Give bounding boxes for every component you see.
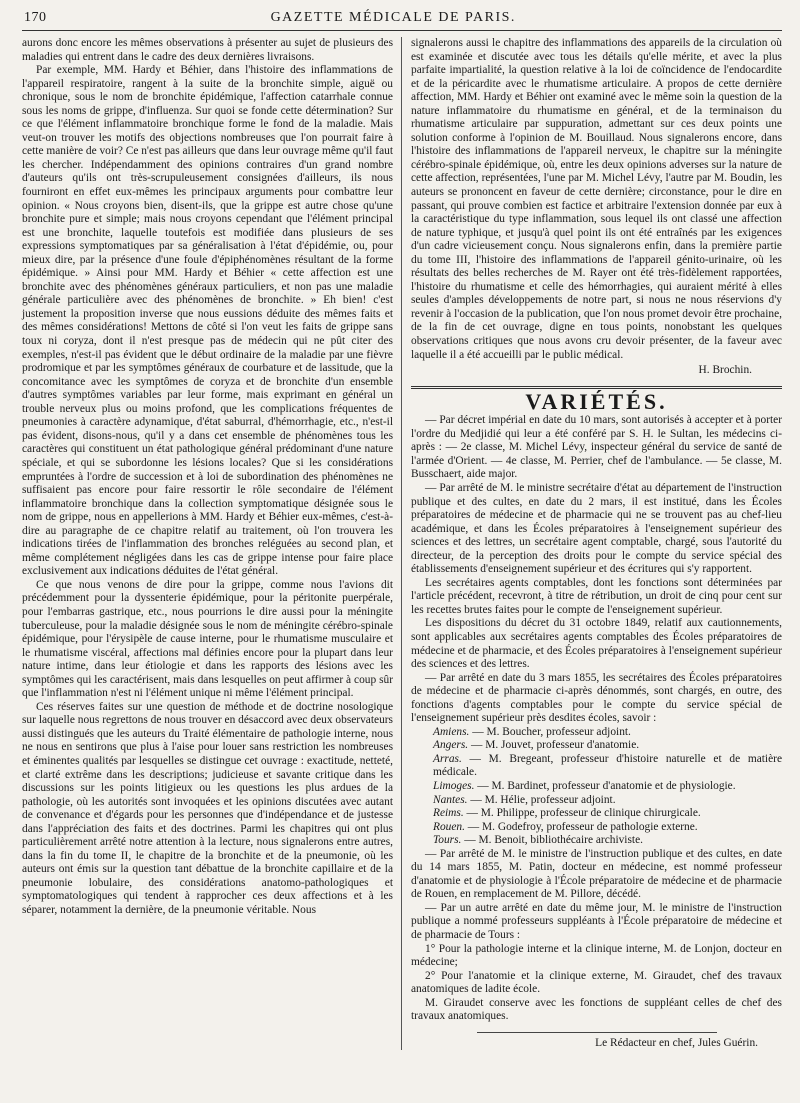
paragraph: signalerons aussi le chapitre des inflammations des appareils de la circulation où est examinée et discutée avec tous les détails qu'elle mérite, et avec la plus parfaite impartialité, la question relative à la loi de coïncidence de l'endocardite et de la péricardite avec le rhumatisme articulaire. A propos de cette dernière affection, MM. Hardy et Béhier ont examiné avec le même soin la question de la nature inflammatoire du rhumatisme en général, et de la terminaison du rhumatisme articulaire par suppuration, admettant sur ces deux points une solution conforme à l'opinion de M. Bouillaud. Nous signalerons encore, dans l'histoire des inflammations de l'appareil nerveux, le chapitre sur la méningite cérébro-spinale épidémique, où, entre les deux opinions adverses sur la nature de cette affection, représentées, l'une par M. Michel Lévy, l'autre par M. Boudin, les auteurs se prononcent en faveur de cette dernière; circonstance, pour le dire en passant, qui prouve combien est factice et arbitraire l'extension donnée par eux à la caractéristique du type inflammation, sous lequel ils ont classé une affection de nature typhique, et jusqu'à quel point ils ont été entraînés par les exigences d'un cadre vicieusement conçu. Nous signalerons enfin, dans la première partie du tome III, l'histoire des inflammations de l'appareil génito-urinaire, où les résultats des belles recherches de M. Rayer ont été très-fidèlement rapportées, l'histoire du rhumatisme et celle des hémorrhagies, qui auraient mérité à elles seules d'amples développements de notre part, si nous ne nous réservions d'y revenir à l'occasion de la publication, que l'on nous promet devoir être prochaine, de la fin de cet ouvrage, digne en tous points, nonobstant les quelques observations critiques que nous avons cru devoir présenter, de la faveur avec laquelle il a été accueilli par le public médical. [411, 37, 782, 361]
appointment-line: Amiens. — M. Boucher, professeur adjoint. [433, 725, 631, 738]
left-column [22, 37, 401, 1050]
paragraph: Par exemple, MM. Hardy et Béhier, dans l'histoire des inflammations de l'appareil respiratoire, rangent à la suite de la bronchite simple, aiguë ou chronique, sous le nom de bronchite épidémique, l'affection catarrhale connue sous les noms de grippe, d'influenza. Sur quoi se fonde cette détermination? Sur ce que l'élément inflammatoire bronchique forme le fond de la maladie. Mais veut-on trouver les motifs des objections nombreuses que l'on pourrait faire à cette manière de voir? Ce n'est pas ailleurs que dans leur ouvrage même qu'il faut les chercher. Indépendamment des opinions contraires d'un grand nombre d'auteurs qu'ils ont très-scrupuleusement consignées d'ailleurs, ils nous fourniront en effet eux-mêmes les principaux arguments pour combattre leur opinion. « Nous croyons bien, disent-ils, que la grippe est autre chose qu'une bronchite pure et simple; mais nous croyons cependant que l'élément principal est une bronchite, laquelle toutefois est modifiée dans plusieurs de ses expressions symptomatiques par sa généralisation à l'état d'épidémie, ou, pour mieux dire, par la présence d'une foule d'épiphénomènes résultant de la forme épidémique. » Ainsi pour MM. Hardy et Béhier « cette affection est une bronchite avec des phénomènes généraux particuliers, et non pas une maladie générale particulière avec des phénomènes de bronchite. » Eh bien! c'est justement la proposition inverse que nous eussions déduite des mêmes faits et des mêmes considérations! Mettons de côté si l'on veut les faits de grippe sans toux ni coryza, dont il n'est presque pas de médecin qui ne pût citer des exemples, n'est-il pas évident que le début ordinaire de la maladie par une fièvre prodromique et par les symptômes généraux de courbature et de lassitude, que la concomitance avec les symptômes de coryza et de bronchite d'un ensemble d'autres symptômes variables par leur forme, mais exprimant en général un trouble nerveux plus ou moins profond, que les complications fréquentes de pneumonies à caractère adynamique, d'état saburral, d'hémorrhagie, etc., n'est-il pas évident, disons-nous, qu'il y a dans cet ensemble de phénomènes tous les caractères qui constituent un état pathologique général prédominant d'une nature spéciale, et qui se subordonne les lésions locales? Que si les considérations empruntées à l'ordre de succession et à loi de subordination des phénomènes ne suffisaient pas encore pour faire ressortir le rôle secondaire de l'élément inflammatoire bronchique dans la collection symptomatique désignée sous le nom de grippe, nous en appellerions à MM. Hardy et Béhier eux-mêmes, c'est-à-dire au paragraphe de ce chapitre relatif au traitement, où l'on trouvera les indications tirées de l'inflammation des bronches reléguées au second plan, et même complétement négligées dans les cas de grippe intense pour faire place exclusivement aux indications déduites de l'état général. [22, 64, 393, 578]
journal-title: GAZETTE MÉDICALE DE PARIS. [270, 10, 516, 25]
paragraph: 2° Pour l'anatomie et la clinique externe, M. Giraudet, chef des travaux anatomiques de ladite école. [411, 969, 782, 996]
running-head [22, 10, 782, 31]
paragraph: — Par arrêté en date du 3 mars 1855, les secrétaires des Écoles préparatoires de médecine et de pharmacie ci-après dénommés, sont chargés, en outre, des fonctions d'agents comptables pour le compte du service spécial de l'enseignement supérieur près desdites écoles, savoir : [411, 671, 782, 725]
appointment-line: Reims. — M. Philippe, professeur de clinique chirurgicale. [433, 807, 701, 820]
appointment-line: Nantes. — M. Hélie, professeur adjoint. [433, 793, 616, 806]
paragraph: — Par un autre arrêté en date du même jour, M. le ministre de l'instruction publique a nommé professeurs suppléants à l'École préparatoire de médecine et de pharmacie de Tours : [411, 901, 782, 941]
editor-signature: Le Rédacteur en chef, Jules Guérin. [595, 1036, 758, 1049]
paragraph: — Par arrêté de M. le ministre secrétaire d'état au département de l'instruction publique et des cultes, en date du 2 mars, il est institué, dans les Écoles préparatoires de médecine et de pharmacie qui ne se trouvent pas au chef-lieu académique, et dans les Écoles préparatoires à l'enseignement supérieur des sciences et des lettres, un secrétaire agent comptable, chargé, sous l'autorité du directeur, de la perception des droits pour le compte du service spécial des établissements d'enseignement supérieur et des écritures qui s'y rapportent. [411, 481, 782, 576]
appointment-line: Arras. — M. Bregeant, professeur d'histoire naturelle et de matière médicale. [433, 752, 782, 779]
footer-divider [477, 1032, 717, 1033]
paragraph: Ce que nous venons de dire pour la grippe, comme nous l'avions dit précédemment pour la dyssenterie épidémique, pour la péritonite puerpérale, pour l'embarras gastrique, etc., nous pourrions le dire aussi pour la méningite tuberculeuse, pour la maladie désignée sous le nom de méningite cérébro-spinale épidémique, pour l'érysipèle de cause interne, pour le rhumatisme musculaire et le rhumatisme viscéral, affections mal définies encore pour la plupart dans leur nature intime, dans leur étiologie et dans les rapports des lésions avec les symptômes qui les caractérisent, mais dans lesquelles on peut affirmer à coup sûr que l'inflammation n'est ni l'élément unique ni même l'élément principal. [22, 578, 393, 700]
appointment-line: Tours. — M. Benoit, bibliothécaire archiviste. [433, 834, 643, 847]
right-column [401, 37, 782, 1050]
paragraph: M. Giraudet conserve avec les fonctions de suppléant celles de chef des travaux anatomiques. [411, 996, 782, 1023]
paragraph: — Par arrêté de M. le ministre de l'instruction publique et des cultes, en date du 14 mars 1855, M. Patin, docteur en médecine, est nommé professeur d'anatomie et de physiologie à l'École préparatoire de médecine et de pharmacie de Rouen, en remplacement de M. Pillore, décédé. [411, 847, 782, 901]
appointment-line: Rouen. — M. Godefroy, professeur de pathologie externe. [433, 820, 698, 833]
paragraph: aurons donc encore les mêmes observations à présenter au sujet de plusieurs des maladies qui entrent dans le cadre des deux dernières livraisons. [22, 37, 393, 63]
section-title: VARIÉTÉS. [525, 388, 668, 414]
appointment-line: Angers. — M. Jouvet, professeur d'anatomie. [433, 739, 640, 752]
paragraph: — Par décret impérial en date du 10 mars, sont autorisés à accepter et à porter l'ordre du Medjidié qui leur a été conféré par S. H. le Sultan, les médecins ci-après : — 2e classe, M. Michel Lévy, inspecteur général du service de santé de l'armée d'Orient. — 4e classe, M. Perrier, chef de l'ambulance. — 5e classe, M. Busschaert, aide major. [411, 414, 782, 481]
page-number: 170 [24, 10, 47, 25]
paragraph: 1° Pour la pathologie interne et la clinique interne, M. de Lonjon, docteur en médecine; [411, 942, 782, 969]
paragraph: Les dispositions du décret du 31 octobre 1849, relatif aux cautionnements, sont applicables aux secrétaires agents comptables des Écoles préparatoires de médecine et de pharmacie, et des Écoles préparatoires à l'enseignement supérieur des sciences et des lettres. [411, 617, 782, 671]
appointment-line: Limoges. — M. Bardinet, professeur d'anatomie et de physiologie. [433, 779, 736, 792]
author-signature: H. Brochin. [698, 364, 752, 377]
paragraph: Ces réserves faites sur une question de méthode et de doctrine nosologique sur laquelle nous regrettons de nous trouver en désaccord avec deux observateurs aussi distingués que les auteurs du Traité élémentaire de pathologie interne, nous ne nous en sentirons que plus à l'aise pour louer sans restriction les nombreuses et éminentes qualités par lesquelles se distingue cet ouvrage : exactitude, netteté, et clarté extrême dans les descriptions; judicieuse et savante critique dans les discussions sur les points litigieux ou les questions les plus ardues de la pathologie, où les autorités sont invoquées et les opinions discutées avec autant de convenance et d'égards pour les personnes que d'indépendance et de justesse dans l'appréciation des faits et des doctrines. Parmi les chapitres qui ont plus particulièrement arrêté notre attention à la lecture, nous signalerons entre autres, dans la fin du tome II, le chapitre de la bronchite et de la pneumonie, où les auteurs ont émis sur la question tant débattue de la bronchite capillaire et de la pneumonie lobulaire, des considérations anatomo-pathologiques et symptomatologiques qui tendent à rapprocher ces deux affections et à les séparer, notamment la dernière, de la pneumonie véritable. Nous [22, 700, 393, 916]
paragraph: Les secrétaires agents comptables, dont les fonctions sont déterminées par l'article précédent, recevront, à titre de rétribution, un droit de cinq pour cent sur les recettes brutes faites pour le compte de l'enseignement supérieur. [411, 576, 782, 616]
